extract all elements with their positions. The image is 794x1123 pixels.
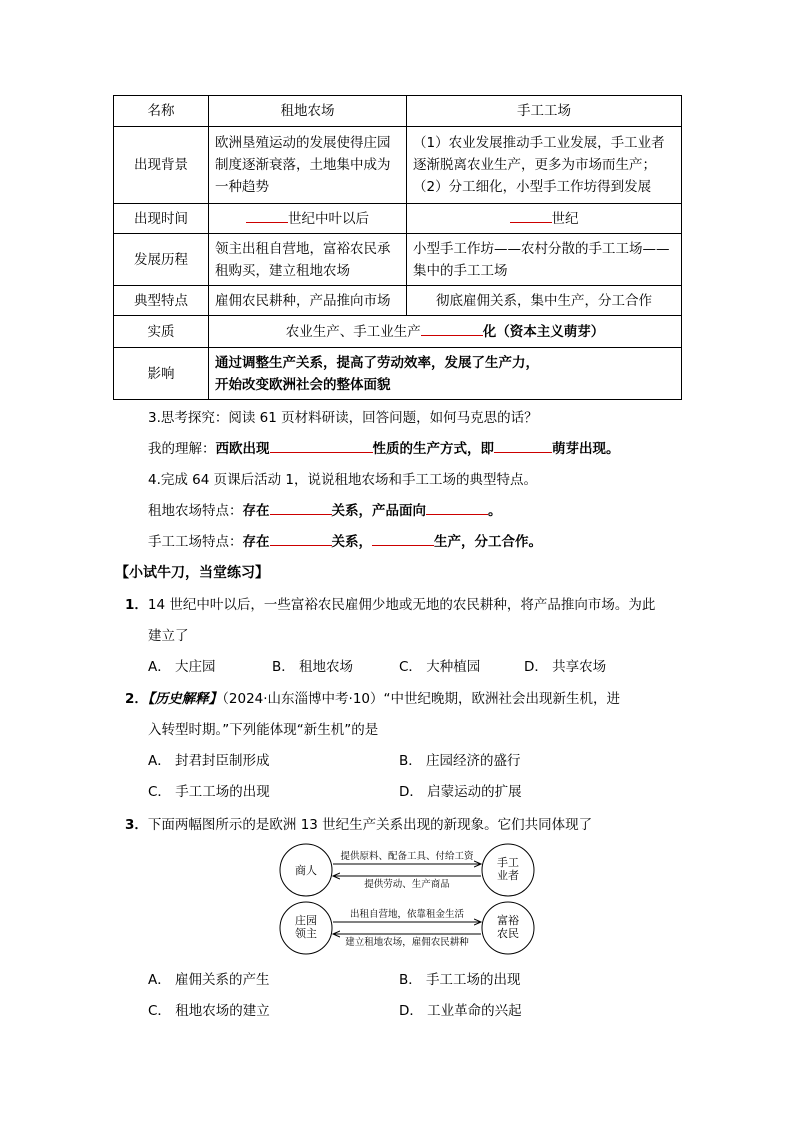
farm-time-text: 世纪中叶以后 bbox=[288, 210, 369, 227]
row-label: 典型特点 bbox=[114, 286, 209, 316]
q-number: 3． bbox=[125, 817, 148, 833]
option-d[interactable]: D． 启蒙运动的扩展 bbox=[399, 784, 522, 800]
q3-prefix: 我的理解： bbox=[148, 441, 216, 457]
question-2-line2: 入转型时期。”下列能体现“新生机”的是 bbox=[148, 722, 379, 738]
option-a[interactable]: A． 封君封臣制形成 bbox=[148, 753, 270, 769]
q3-text-b: 性质的生产方式，即 bbox=[372, 441, 494, 457]
artisan-label-2: 业者 bbox=[497, 869, 519, 882]
farmer-label-2: 农民 bbox=[497, 927, 519, 940]
option-c[interactable]: C． 手工工场的出现 bbox=[148, 784, 270, 800]
header-farm: 租地农场 bbox=[209, 96, 407, 127]
farmer-label-1: 富裕 bbox=[497, 914, 519, 927]
cell-workshop: 小型手工作坊——农村分散的手工工场——集中的手工工场 bbox=[407, 234, 682, 286]
table-header-row bbox=[114, 96, 682, 127]
q-text: 14 世纪中叶以后，一些富裕农民雇佣少地或无地的农民耕种，将产品推向市场。为此 bbox=[147, 597, 656, 613]
q3-text-a: 西欧出现 bbox=[215, 441, 270, 457]
table-row bbox=[114, 204, 682, 234]
q3-answer-line bbox=[148, 437, 620, 457]
row-label: 实质 bbox=[114, 316, 209, 348]
workshop-bg-2: （2）分工细化，小型手工作坊得到发展 bbox=[413, 179, 652, 195]
q4-work-b: 关系， bbox=[331, 534, 372, 550]
q4-work-c: 生产，分工合作。 bbox=[434, 534, 542, 550]
table-row bbox=[114, 286, 682, 316]
essence-text-a: 农业生产、手工业生产 bbox=[285, 323, 421, 340]
arrow-top-label-1: 提供原料、配备工具、付给工资 bbox=[340, 851, 474, 862]
workshop-time-text: 世纪 bbox=[551, 210, 579, 227]
q4-work-a: 存在 bbox=[242, 534, 270, 550]
lord-label-2: 领主 bbox=[295, 927, 317, 940]
option-b[interactable]: B． 租地农场 bbox=[272, 659, 354, 675]
practice-title: 【小试牛刀，当堂练习】 bbox=[115, 565, 269, 581]
q4-workshop-line bbox=[148, 530, 542, 550]
arrow-bottom-label-1: 出租自营地，依靠租金生活 bbox=[349, 909, 465, 920]
impact-line-1: 通过调整生产关系，提高了劳动效率，发展了生产力， bbox=[215, 354, 539, 371]
option-a[interactable]: A． 雇佣关系的产生 bbox=[148, 972, 270, 988]
artisan-label-1: 手工 bbox=[497, 856, 519, 869]
merchant-label: 商人 bbox=[295, 864, 317, 877]
blank-line[interactable] bbox=[372, 531, 434, 546]
option-b[interactable]: B． 庄园经济的盛行 bbox=[399, 753, 521, 769]
question-3 bbox=[125, 813, 592, 833]
option-c[interactable]: C． 大种植园 bbox=[399, 659, 481, 675]
workshop-bg-1: （1）农业发展推动手工业发展，手工业者逐渐脱离农业生产，更多为市场而生产； bbox=[413, 135, 665, 173]
question-1-line2: 建立了 bbox=[148, 628, 189, 644]
comparison-table bbox=[113, 95, 682, 400]
q-text: （2024·山东淄博中考·10）“中世纪晚期，欧洲社会出现新生机，进 bbox=[222, 691, 621, 707]
q4-farm-line bbox=[148, 499, 502, 519]
essence-text-b: 化（资本主义萌芽） bbox=[482, 323, 605, 340]
blank-line[interactable] bbox=[270, 500, 332, 515]
q-number: 1． bbox=[125, 597, 148, 613]
q4-work-prefix: 手工工场特点： bbox=[148, 534, 243, 550]
blank-line[interactable] bbox=[270, 438, 373, 453]
option-d[interactable]: D． 工业革命的兴起 bbox=[399, 1003, 522, 1019]
row-label: 出现背景 bbox=[114, 127, 209, 204]
blank-line[interactable] bbox=[426, 500, 488, 515]
header-workshop: 手工工场 bbox=[407, 96, 682, 127]
cell-essence bbox=[209, 316, 682, 348]
option-c[interactable]: C． 租地农场的建立 bbox=[148, 1003, 270, 1019]
question-1 bbox=[125, 593, 655, 613]
cell-impact bbox=[209, 348, 682, 400]
arrow-bottom-label-2: 建立租地农场，雇佣农民耕种 bbox=[345, 937, 469, 948]
cell-workshop: 彻底雇佣关系，集中生产，分工合作 bbox=[407, 286, 682, 316]
option-d[interactable]: D． 共享农场 bbox=[524, 659, 607, 675]
q-tag: 【历史解释】 bbox=[147, 691, 223, 707]
table-row bbox=[114, 348, 682, 400]
lord-label-1: 庄园 bbox=[295, 914, 317, 927]
table-row bbox=[114, 127, 682, 204]
blank-line[interactable] bbox=[510, 208, 552, 223]
q4-farm-b: 关系，产品面向 bbox=[331, 503, 426, 519]
q-number: 2． bbox=[125, 691, 148, 707]
option-b[interactable]: B． 手工工场的出现 bbox=[399, 972, 521, 988]
q-text: 下面两幅图所示的是欧洲 13 世纪生产关系出现的新现象。它们共同体现了 bbox=[147, 817, 593, 833]
cell-workshop bbox=[407, 204, 682, 234]
relations-diagram bbox=[275, 840, 540, 960]
cell-workshop bbox=[407, 127, 682, 204]
cell-farm: 领主出租自营地，富裕农民承租购买，建立租地农场 bbox=[209, 234, 407, 286]
blank-line[interactable] bbox=[421, 321, 483, 336]
q4-farm-c: 。 bbox=[488, 503, 502, 519]
question-2 bbox=[125, 687, 620, 707]
row-label: 出现时间 bbox=[114, 204, 209, 234]
q4-farm-prefix: 租地农场特点： bbox=[148, 503, 243, 519]
q3-text-c: 萌芽出现。 bbox=[552, 441, 620, 457]
blank-line[interactable] bbox=[494, 438, 552, 453]
q4-farm-a: 存在 bbox=[242, 503, 270, 519]
cell-farm: 欧洲垦殖运动的发展使得庄园制度逐渐衰落，土地集中成为一种趋势 bbox=[209, 127, 407, 204]
row-label: 影响 bbox=[114, 348, 209, 400]
table-row bbox=[114, 316, 682, 348]
option-a[interactable]: A． 大庄园 bbox=[148, 659, 216, 675]
blank-line[interactable] bbox=[246, 208, 288, 223]
arrow-top-label-2: 提供劳动、生产商品 bbox=[364, 879, 450, 890]
blank-line[interactable] bbox=[270, 531, 332, 546]
cell-farm bbox=[209, 204, 407, 234]
q3-prompt: 3.思考探究：阅读 61 页材料研读，回答问题，如何马克思的话？ bbox=[148, 410, 538, 426]
cell-farm: 雇佣农民耕种，产品推向市场 bbox=[209, 286, 407, 316]
q4-prompt: 4.完成 64 页课后活动 1，说说租地农场和手工工场的典型特点。 bbox=[148, 472, 538, 488]
row-label: 发展历程 bbox=[114, 234, 209, 286]
header-name: 名称 bbox=[114, 96, 209, 127]
impact-line-2: 开始改变欧洲社会的整体面貌 bbox=[215, 376, 391, 393]
table-row bbox=[114, 234, 682, 286]
